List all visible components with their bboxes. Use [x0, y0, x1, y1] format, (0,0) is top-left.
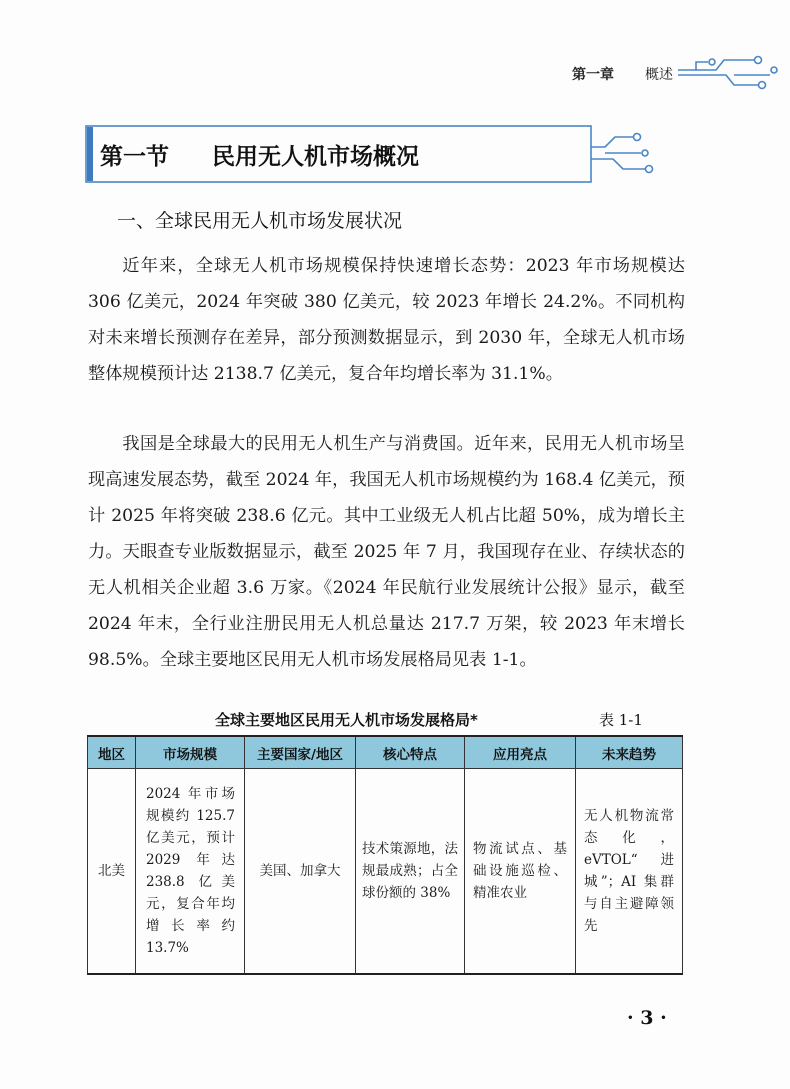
running-header-chapter: 第一章	[572, 67, 614, 83]
page-number: · 3 ·	[627, 1007, 667, 1029]
table-cell: 2024 年市场规模约 125.7 亿美元，预计 2029 年达 238.8 亿美元，复合年均增长率约 13.7%	[136, 769, 245, 975]
subsection-heading: 一、全球民用无人机市场发展状况	[117, 210, 403, 232]
body-paragraph: 近年来，全球无人机市场规模保持快速增长态势：2023 年市场规模达 306 亿美元，2024 年突破 380 亿美元，较 2023 年增长 24.2%。不同机构对未来增长预测存在差异，部分预测数据显示，到 2030 年，全球无人机市场整体规模预计达 2138.7 亿美元，复合年均增长率为 31.1%。	[88, 256, 685, 384]
section-number: 第一节	[100, 144, 169, 170]
section-title: 民用无人机市场概况	[212, 144, 419, 170]
table-cell: 无人机物流常态化，eVTOL“进城”；AI 集群与自主避障领先	[576, 769, 683, 975]
table-number: 表 1-1	[599, 711, 643, 729]
table-header-cell: 地区	[88, 736, 136, 769]
table-header-cell: 核心特点	[356, 736, 465, 769]
table-cell: 美国、加拿大	[245, 769, 356, 975]
running-header-title: 概述	[645, 67, 673, 83]
table-header-cell: 市场规模	[136, 736, 245, 769]
table-header-cell: 应用亮点	[465, 736, 576, 769]
table-cell: 技术策源地，法规最成熟；占全球份额的 38%	[356, 769, 465, 975]
table-header-cell: 未来趋势	[576, 736, 683, 769]
table-header-cell: 主要国家/地区	[245, 736, 356, 769]
market-table	[87, 735, 683, 975]
body-paragraph: 我国是全球最大的民用无人机生产与消费国。近年来，民用无人机市场呈现高速发展态势，截至 2024 年，我国无人机市场规模约为 168.4 亿美元，预计 2025 年将突破 238.6 亿元。其中工业级无人机占比超 50%，成为增长主力。天眼查专业版数据显示，截至 2025 年 7 月，我国现存在业、存续状态的无人机相关企业超 3.6 万家。《2024 年民航行业发展统计公报》显示，截至 2024 年末，全行业注册民用无人机总量达 217.7 万架，较 2023 年末增长 98.5%。全球主要地区民用无人机市场发展格局见表 1-1。	[88, 434, 685, 670]
table-cell: 北美	[88, 769, 136, 975]
table-caption: 全球主要地区民用无人机市场发展格局*	[215, 711, 478, 729]
table-row	[88, 769, 683, 975]
table-cell: 物流试点、基础设施巡检、精准农业	[465, 769, 576, 975]
circuit-decoration-icon	[676, 48, 786, 93]
table-header-row	[88, 736, 683, 769]
